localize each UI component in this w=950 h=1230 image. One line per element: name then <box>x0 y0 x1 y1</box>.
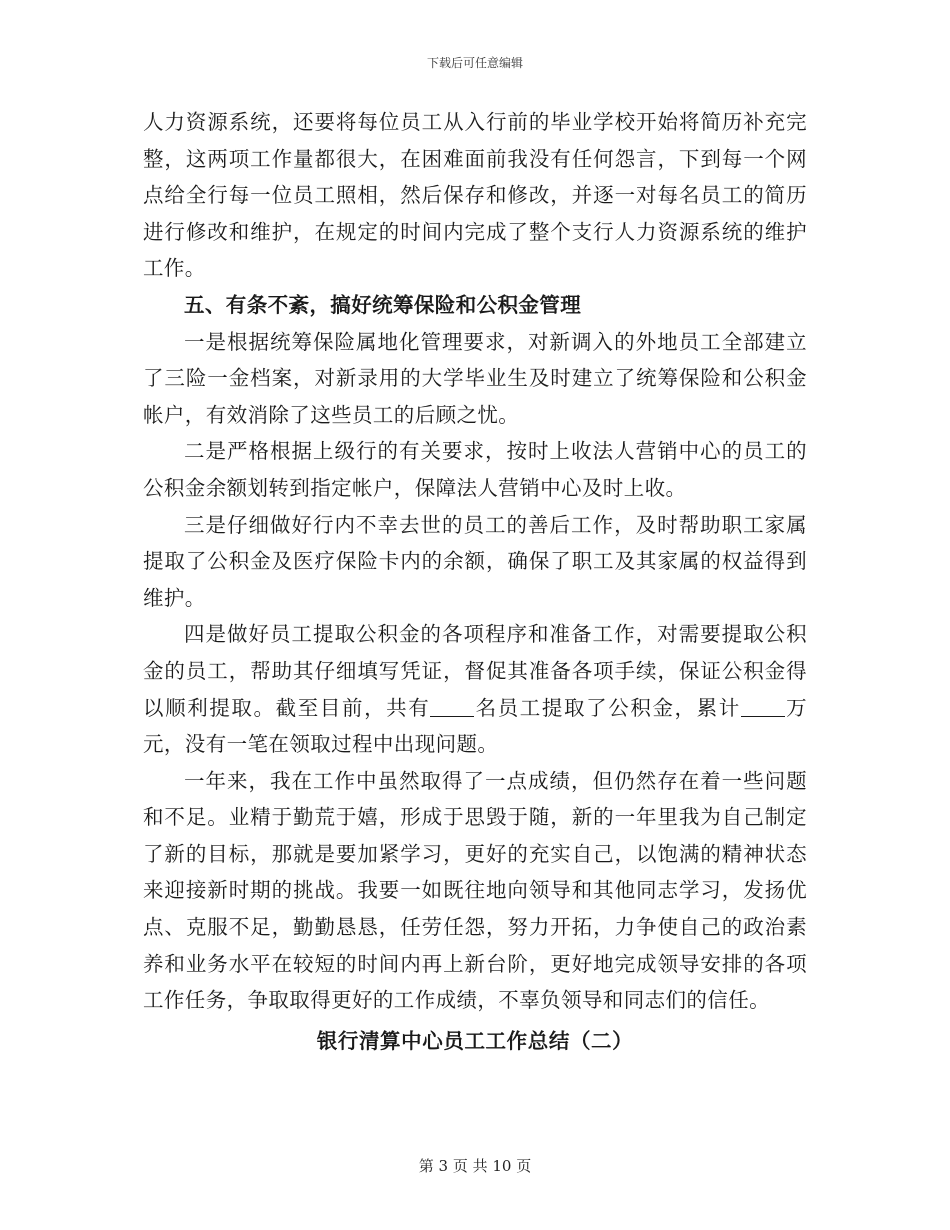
page-number: 第 3 页 共 10 页 <box>418 1157 532 1175</box>
paragraph-hr-system: 人力资源系统，还要将每位员工从入行前的毕业学校开始将简历补充完整，这两项工作量都很大，在困难面前我没有任何怨言，下到每一个网点给全行每一位员工照相，然后保存和修改，并逐一对每名员工的简历进行修改和维护，在规定的时间内完成了整个支行人力资源系统的维护工作。 <box>143 110 807 281</box>
paragraph-conclusion: 一年来，我在工作中虽然取得了一点成绩，但仍然存在着一些问题和不足。业精于勤荒于嬉，形成于思毁于随，新的一年里我为自己制定了新的目标，那就是要加紧学习，更好的充实自己，以饱满的精神状态来迎接新时期的挑战。我要一如既往地向领导和其他同志学习，发扬优点、克服不足，勤勤恳恳，任劳任怨，努力开拓，力争使自己的政治素养和业务水平在较短的时间内再上新台阶，更好地完成领导安排的各项工作任务，争取取得更好的工作成绩，不辜负领导和同志们的信任。 <box>143 768 807 1013</box>
document-subtitle: 银行清算中心员工工作总结（二） <box>316 1028 634 1053</box>
paragraph-point-4-part-b: 名员工提取了公积金，累计 <box>474 695 741 720</box>
paragraph-point-3: 三是仔细做好行内不幸去世的员工的善后工作，及时帮助职工家属提取了公积金及医疗保险卡内的余额，确保了职工及其家属的权益得到维护。 <box>143 512 807 610</box>
paragraph-point-2: 二是严格根据上级行的有关要求，按时上收法人营销中心的员工的公积金余额划转到指定帐户，保障法人营销中心及时上收。 <box>143 439 807 500</box>
document-body <box>143 104 807 1059</box>
fill-blank-count <box>430 695 474 717</box>
header-note: 下载后可任意编辑 <box>426 56 523 70</box>
fill-blank-amount <box>741 695 785 717</box>
paragraph-point-1: 一是根据统筹保险属地化管理要求，对新调入的外地员工全部建立了三险一金档案，对新录用的大学毕业生及时建立了统筹保险和公积金帐户，有效消除了这些员工的后顾之忧。 <box>143 329 807 427</box>
paragraph-point-4-part-a: 四是做好员工提取公积金的各项程序和准备工作，对需要提取公积金的员工，帮助其仔细填写凭证，督促其准备各项手续，保证公积金得以顺利提取。截至目前，共有 <box>143 622 807 720</box>
paragraph-point-4-part-c: 万元，没有一笔在领取过程中出现问题。 <box>143 695 807 757</box>
section-heading-5: 五、有条不紊，搞好统筹保险和公积金管理 <box>184 292 582 317</box>
paragraph-point-4 <box>143 616 807 762</box>
